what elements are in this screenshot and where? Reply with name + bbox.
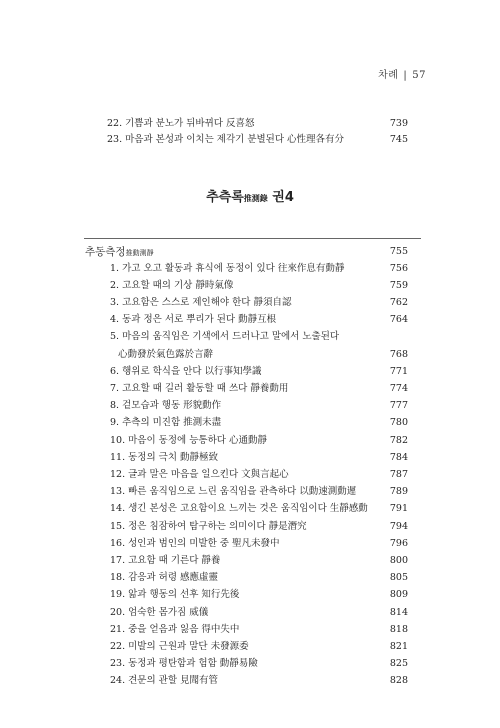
toc-item[interactable] bbox=[0, 450, 500, 466]
chapter-title-main: 추동측정 bbox=[85, 246, 126, 258]
toc-item[interactable] bbox=[0, 364, 500, 380]
toc-item[interactable] bbox=[0, 605, 500, 621]
toc-item-title: 9. 추측의 미진함 推測未盡 bbox=[110, 417, 222, 429]
volume-title bbox=[0, 186, 500, 205]
toc-item[interactable] bbox=[0, 501, 500, 517]
toc-item-page: 739 bbox=[389, 118, 408, 129]
toc-item[interactable] bbox=[0, 415, 500, 431]
toc-item-title: 15. 정은 침잠하여 탐구하는 의미이다 靜是潛究 bbox=[110, 520, 307, 532]
volume-title-suffix: 권4 bbox=[272, 190, 294, 205]
toc-item-title: 5. 마음의 움직임은 기색에서 드러나고 말에서 노출된다 bbox=[110, 331, 340, 343]
toc-item[interactable] bbox=[0, 467, 500, 483]
toc-item-page: 794 bbox=[389, 520, 408, 532]
toc-item-title: 24. 견문의 관할 見聞有管 bbox=[110, 675, 219, 687]
toc-item-title: 23. 마음과 본성과 이치는 제각기 분별된다 心性理各有分 bbox=[107, 134, 345, 145]
toc-item-page: 756 bbox=[389, 262, 408, 274]
toc-item-page: 796 bbox=[389, 537, 408, 549]
toc-item-title: 4. 동과 정은 서로 뿌리가 된다 動靜互根 bbox=[110, 314, 277, 326]
toc-item[interactable] bbox=[0, 398, 500, 414]
toc-item-page: 809 bbox=[389, 589, 408, 601]
toc-item-page: 825 bbox=[389, 658, 408, 670]
toc-chapter[interactable] bbox=[0, 244, 500, 260]
toc-item-title: 3. 고요함은 스스로 제인해야 한다 靜須自認 bbox=[110, 296, 292, 308]
toc-item-page: 777 bbox=[389, 400, 408, 412]
toc-item-page: 784 bbox=[389, 451, 408, 463]
toc-item-title: 18. 감응과 허령 感應虛靈 bbox=[110, 572, 219, 584]
toc-item[interactable] bbox=[0, 433, 500, 449]
toc-item[interactable] bbox=[0, 261, 500, 277]
toc-item-title: 21. 중을 얻음과 잃음 得中失中 bbox=[110, 623, 240, 635]
toc-item-page: 789 bbox=[389, 486, 408, 498]
toc-item-page: 780 bbox=[389, 417, 408, 429]
toc-item[interactable] bbox=[0, 622, 500, 638]
toc-item-page: 768 bbox=[389, 348, 408, 360]
volume-title-main: 추측록 bbox=[206, 190, 244, 205]
toc-item-page: 745 bbox=[389, 134, 408, 145]
toc-item-page: 814 bbox=[389, 606, 408, 618]
toc-item-title: 14. 생긴 본성은 고요함이요 느끼는 것은 움직임이다 生靜感動 bbox=[110, 503, 368, 515]
toc-item[interactable] bbox=[0, 519, 500, 535]
toc-item[interactable] bbox=[0, 656, 500, 672]
toc-item-page: 762 bbox=[389, 296, 408, 308]
toc-item-title: 12. 글과 말은 마음을 일으킨다 文與言起心 bbox=[110, 468, 289, 480]
toc-item-title: 8. 겉모습과 행동 形貌動作 bbox=[110, 400, 222, 412]
toc-item-title: 13. 빠른 움직임으로 느린 움직임을 관측하다 以動速測動遲 bbox=[110, 486, 357, 498]
toc-item-title: 心動發於氣色露於言辭 bbox=[118, 348, 214, 360]
header-section: 차례 bbox=[378, 70, 399, 81]
toc-item[interactable] bbox=[0, 587, 500, 603]
toc-item-page: 791 bbox=[389, 503, 408, 515]
toc-item[interactable] bbox=[0, 673, 500, 689]
toc-item-page: 787 bbox=[389, 468, 408, 480]
toc-item-page: 771 bbox=[389, 365, 408, 377]
header-divider: | bbox=[403, 70, 408, 81]
toc-item-page: 759 bbox=[389, 279, 408, 291]
toc-item-title: 20. 엄숙한 몸가짐 威儀 bbox=[110, 606, 209, 618]
toc-item-title: 2. 고요할 때의 기상 靜時氣像 bbox=[110, 279, 234, 291]
toc-item[interactable] bbox=[0, 329, 500, 345]
volume-title-hanja: 推測錄 bbox=[243, 194, 268, 203]
toc-item-title: 11. 동정의 극치 動靜極致 bbox=[110, 451, 219, 463]
section-rule bbox=[84, 238, 421, 239]
toc-item[interactable] bbox=[0, 536, 500, 552]
toc-item[interactable] bbox=[0, 347, 500, 363]
toc-item[interactable] bbox=[0, 116, 500, 132]
toc-item-title: 1. 가고 오고 활동과 휴식에 동정이 있다 往來作息有動靜 bbox=[110, 262, 345, 274]
chapter-page: 755 bbox=[389, 246, 408, 257]
chapter-title bbox=[85, 244, 154, 261]
toc-item-title: 19. 앎과 행동의 선후 知行先後 bbox=[110, 589, 240, 601]
toc-item-title: 16. 성인과 범인의 미발한 중 聖凡未發中 bbox=[110, 537, 280, 549]
toc-item-page: 782 bbox=[389, 434, 408, 446]
toc-item-page: 774 bbox=[389, 382, 408, 394]
running-header bbox=[378, 66, 426, 81]
toc-item[interactable] bbox=[0, 381, 500, 397]
chapter-title-hanja: 推動測靜 bbox=[125, 249, 154, 257]
toc-item[interactable] bbox=[0, 295, 500, 311]
toc-item[interactable] bbox=[0, 312, 500, 328]
header-page-number: 57 bbox=[412, 70, 426, 81]
toc-item-title: 6. 행위로 학식을 안다 以行事知學識 bbox=[110, 365, 262, 377]
toc-item-page: 800 bbox=[389, 554, 408, 566]
toc-item-page: 764 bbox=[389, 314, 408, 326]
toc-item-title: 23. 동정과 평탄함과 험함 動靜易險 bbox=[110, 658, 258, 670]
toc-item-page: 828 bbox=[389, 675, 408, 687]
toc-item[interactable] bbox=[0, 570, 500, 586]
toc-item-title: 10. 마음이 동정에 능통하다 心通動靜 bbox=[110, 434, 267, 446]
toc-item-title: 22. 기쁨과 분노가 뒤바뀌다 反喜怒 bbox=[107, 118, 255, 129]
toc-item[interactable] bbox=[0, 639, 500, 655]
toc-item-page: 818 bbox=[389, 623, 408, 635]
toc-item[interactable] bbox=[0, 553, 500, 569]
toc-item-title: 17. 고요함 때 기른다 靜養 bbox=[110, 554, 221, 566]
toc-item-title: 7. 고요할 때 길러 활동할 때 쓰다 靜養動用 bbox=[110, 382, 289, 394]
toc-item-page: 821 bbox=[389, 640, 408, 652]
toc-item[interactable] bbox=[0, 132, 500, 148]
toc-item-title: 22. 미발의 근원과 말단 未發源委 bbox=[110, 640, 249, 652]
toc-item[interactable] bbox=[0, 278, 500, 294]
toc-item[interactable] bbox=[0, 484, 500, 500]
toc-item-page: 805 bbox=[389, 572, 408, 584]
